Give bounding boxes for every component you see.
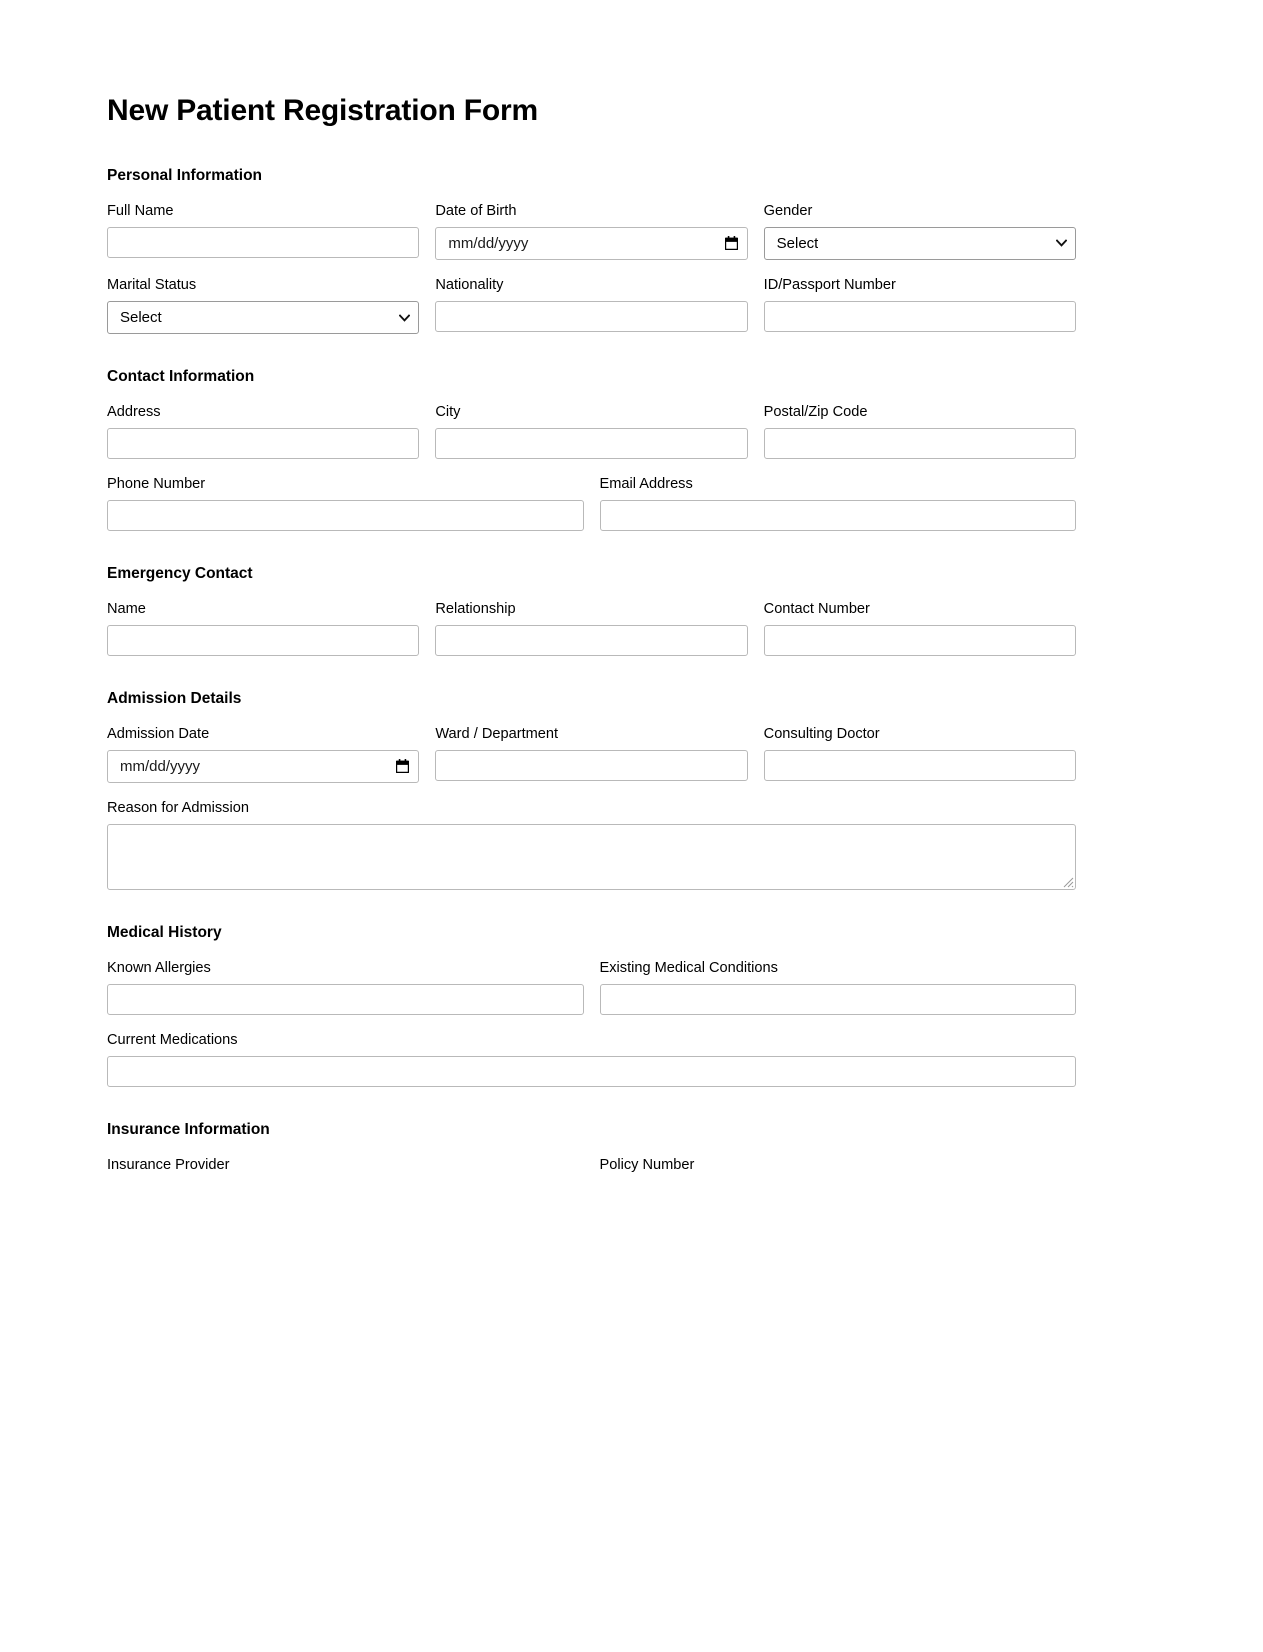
page-title: New Patient Registration Form bbox=[107, 94, 538, 127]
textarea-reason-for-admission[interactable] bbox=[107, 824, 1076, 890]
field-reason-for-admission bbox=[107, 799, 1076, 890]
field-current-medications bbox=[107, 1031, 1076, 1087]
section-medical-history bbox=[107, 924, 1076, 1087]
field-gender bbox=[764, 202, 1076, 260]
section-heading-admission-details: Admission Details bbox=[107, 689, 242, 707]
input-id-passport-number[interactable] bbox=[764, 301, 1076, 332]
input-name[interactable] bbox=[107, 625, 419, 656]
label-existing-medical-conditions: Existing Medical Conditions bbox=[599, 959, 778, 976]
field-row bbox=[107, 475, 1076, 531]
field-address bbox=[107, 403, 419, 459]
field-row bbox=[107, 276, 1076, 334]
label-full-name: Full Name bbox=[107, 202, 174, 219]
section-personal-information bbox=[107, 167, 1076, 334]
field-full-name bbox=[107, 202, 419, 260]
input-ward-department[interactable] bbox=[435, 750, 747, 781]
section-spacer bbox=[107, 334, 1076, 368]
input-contact-number[interactable] bbox=[764, 625, 1076, 656]
date-placeholder-date-of-birth: mm/dd/yyyy bbox=[448, 234, 529, 252]
select-gender[interactable] bbox=[764, 227, 1076, 260]
field-phone-number bbox=[107, 475, 584, 531]
field-date-of-birth bbox=[435, 202, 747, 260]
field-row bbox=[107, 600, 1076, 656]
label-name: Name bbox=[107, 600, 146, 617]
section-spacer bbox=[107, 890, 1076, 924]
section-heading-emergency-contact: Emergency Contact bbox=[107, 565, 253, 583]
section-spacer bbox=[107, 1087, 1076, 1121]
input-email-address[interactable] bbox=[600, 500, 1077, 531]
select-marital-status[interactable] bbox=[107, 301, 419, 334]
section-heading-personal-information: Personal Information bbox=[107, 167, 263, 184]
select-value-gender: Select bbox=[776, 235, 819, 251]
field-contact-number bbox=[764, 600, 1076, 656]
field-email-address bbox=[600, 475, 1077, 531]
input-address[interactable] bbox=[107, 428, 419, 459]
label-reason-for-admission: Reason for Admission bbox=[107, 799, 249, 816]
label-relationship: Relationship bbox=[435, 600, 516, 617]
select-value-marital-status: Select bbox=[120, 310, 162, 326]
field-city bbox=[435, 403, 747, 459]
label-address: Address bbox=[107, 403, 161, 420]
field-insurance-provider bbox=[107, 1156, 584, 1181]
label-marital-status: Marital Status bbox=[107, 276, 197, 293]
field-existing-medical-conditions bbox=[600, 959, 1077, 1015]
label-contact-number: Contact Number bbox=[763, 600, 870, 617]
label-known-allergies: Known Allergies bbox=[107, 959, 211, 976]
date-placeholder-admission-date: mm/dd/yyyy bbox=[120, 757, 201, 775]
field-policy-number bbox=[600, 1156, 1077, 1181]
field-id-passport-number bbox=[764, 276, 1076, 334]
input-city[interactable] bbox=[435, 428, 747, 459]
section-heading-medical-history: Medical History bbox=[107, 924, 222, 942]
calendar-icon[interactable] bbox=[725, 236, 738, 250]
field-name bbox=[107, 600, 419, 656]
registration-form bbox=[107, 93, 1076, 1211]
section-spacer bbox=[107, 531, 1076, 565]
field-postal-zip-code bbox=[764, 403, 1076, 459]
label-postal-zip-code: Postal/Zip Code bbox=[763, 403, 868, 420]
date-input-date-of-birth[interactable] bbox=[435, 227, 747, 260]
section-insurance-information bbox=[107, 1121, 1076, 1181]
input-existing-medical-conditions[interactable] bbox=[600, 984, 1077, 1015]
field-row bbox=[107, 202, 1076, 260]
field-known-allergies bbox=[107, 959, 584, 1015]
label-nationality: Nationality bbox=[435, 276, 504, 293]
field-row bbox=[107, 1031, 1076, 1087]
label-city: City bbox=[435, 403, 461, 420]
field-row bbox=[107, 1156, 1076, 1181]
input-consulting-doctor[interactable] bbox=[764, 750, 1076, 781]
label-ward-department: Ward / Department bbox=[435, 725, 559, 742]
field-row bbox=[107, 959, 1076, 1015]
field-relationship bbox=[435, 600, 747, 656]
label-date-of-birth: Date of Birth bbox=[435, 202, 517, 219]
label-admission-date: Admission Date bbox=[107, 725, 210, 742]
field-consulting-doctor bbox=[764, 725, 1076, 783]
label-id-passport-number: ID/Passport Number bbox=[763, 276, 896, 293]
input-nationality[interactable] bbox=[435, 301, 747, 332]
input-full-name[interactable] bbox=[107, 227, 419, 258]
input-relationship[interactable] bbox=[435, 625, 747, 656]
section-heading-insurance-information: Insurance Information bbox=[107, 1121, 270, 1139]
field-row bbox=[107, 403, 1076, 459]
label-insurance-provider: Insurance Provider bbox=[107, 1156, 230, 1173]
label-policy-number: Policy Number bbox=[599, 1156, 695, 1173]
section-spacer bbox=[107, 656, 1076, 690]
section-admission-details bbox=[107, 690, 1076, 890]
section-contact-information bbox=[107, 368, 1076, 531]
calendar-icon[interactable] bbox=[396, 759, 409, 773]
field-row bbox=[107, 725, 1076, 783]
form-sections bbox=[107, 167, 1076, 1211]
input-known-allergies[interactable] bbox=[107, 984, 584, 1015]
input-postal-zip-code[interactable] bbox=[764, 428, 1076, 459]
field-admission-date bbox=[107, 725, 419, 783]
field-row bbox=[107, 799, 1076, 890]
section-spacer bbox=[107, 1181, 1076, 1211]
label-gender: Gender bbox=[763, 202, 813, 219]
input-phone-number[interactable] bbox=[107, 500, 584, 531]
label-phone-number: Phone Number bbox=[107, 475, 206, 492]
label-current-medications: Current Medications bbox=[107, 1031, 238, 1048]
date-input-admission-date[interactable] bbox=[107, 750, 419, 783]
section-heading-contact-information: Contact Information bbox=[107, 368, 255, 386]
label-consulting-doctor: Consulting Doctor bbox=[763, 725, 880, 742]
label-email-address: Email Address bbox=[599, 475, 693, 492]
section-emergency-contact bbox=[107, 565, 1076, 656]
field-nationality bbox=[435, 276, 747, 334]
field-marital-status bbox=[107, 276, 419, 334]
field-ward-department bbox=[435, 725, 747, 783]
input-current-medications[interactable] bbox=[107, 1056, 1076, 1087]
